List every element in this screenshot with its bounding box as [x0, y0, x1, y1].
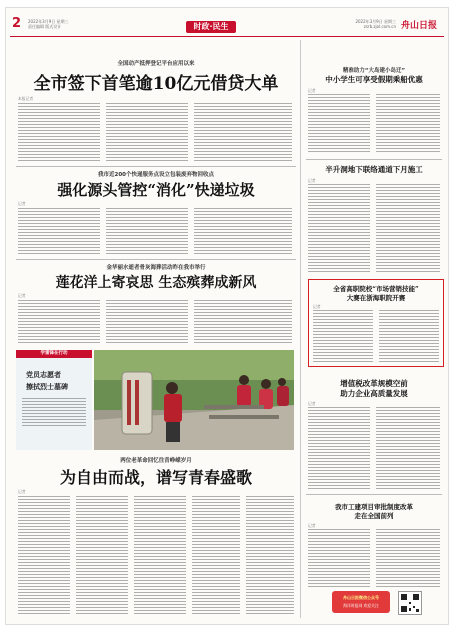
right5-headline-line1: 我市工建项目审批制度改革 [335, 503, 413, 511]
photo-tag: 学雷锋在行动 [16, 350, 92, 358]
page-number: 2 [12, 16, 22, 31]
story1-kicker: 全国动产抵押登记平台应用以来 [117, 61, 195, 67]
photo-story-kicker: 两位老革命回忆往昔峥嵘岁月 [120, 458, 192, 464]
photo-story-text-col4 [192, 496, 240, 614]
story3-headline: 莲花洋上寄哀思 生态殡葬成新风 [55, 275, 257, 291]
right4-text-col1 [308, 407, 370, 489]
right1-text-col1 [308, 94, 370, 154]
right2-byline: 记者 [308, 178, 316, 183]
right5-headline-line2: 走在全国前列 [354, 512, 394, 520]
right4-rule [306, 494, 442, 495]
story2-kicker: 我市近200个快递服务点设立包装废弃物回收点 [98, 172, 214, 178]
story1-text-col3 [194, 103, 292, 163]
photo-story-text-col3 [134, 496, 186, 614]
right4-headline-line1: 增值税改革规模空前 [340, 379, 408, 388]
story2-rule [16, 259, 296, 260]
story3-text-col2 [106, 300, 188, 344]
right1-rule [306, 159, 442, 160]
right2-text-col1 [308, 184, 370, 272]
masthead-info-1: 2022年3月9日 星期三 [28, 19, 69, 24]
story2-text-col3 [194, 208, 292, 256]
right1-kicker: 精准助力“大岛建小岛迁” [342, 68, 406, 74]
right1-headline: 中小学生可享受假期乘船优惠 [325, 75, 423, 84]
right2-text-col2 [376, 184, 440, 272]
right3-text-col2 [379, 310, 439, 362]
right3-headline-line2: 大赛在浙海职院开赛 [346, 294, 406, 302]
right5-byline: 记者 [308, 523, 316, 528]
story1-headline: 全市签下首笔逾10亿元借贷大单 [33, 74, 279, 94]
top-right-info-1: 2022年3月9日 星期三 [355, 19, 396, 24]
right4-text-col2 [376, 407, 440, 489]
right2-headline: 半升洞地下联络通道下月施工 [325, 165, 423, 174]
story2-text-col2 [106, 208, 188, 256]
story2-headline: 强化源头管控“消化”快递垃圾 [57, 181, 255, 199]
photo-caption-text [22, 398, 86, 428]
photo-story-byline: 记者 [18, 489, 26, 494]
right5-text-col1 [308, 529, 370, 587]
story1-rule [16, 166, 296, 167]
top-right-info-2: zsrb.zjol.com.cn [363, 24, 396, 29]
masthead-info-2: 责任编辑 版式设计 [28, 24, 62, 29]
story1-byline: 本报记者 [18, 96, 34, 101]
story3-text-col3 [194, 300, 292, 344]
newspaper-page [6, 8, 448, 624]
photo-caption-title: 党员志愿者 [26, 370, 61, 379]
right3-text-col1 [313, 310, 373, 362]
wechat-badge-line2: 海洋时报网 欢迎关注 [343, 603, 379, 608]
photo-caption-sub: 擦拭烈士墓碑 [26, 382, 68, 391]
wechat-badge-line1: 舟山日报微信公众号 [343, 595, 379, 600]
qr-code-icon [398, 591, 422, 615]
paper-logo: 舟山日报 [401, 21, 438, 31]
right3-headline-line1: 全省高职院校“市场营销技能” [333, 285, 419, 293]
story2-text-col1 [18, 208, 100, 256]
story3-byline: 记者 [18, 293, 26, 298]
right5-text-col2 [376, 529, 440, 587]
photo-story-text-col5 [246, 496, 294, 614]
column-divider [300, 40, 301, 618]
wechat-badge [332, 591, 390, 613]
story3-text-col1 [18, 300, 100, 344]
right4-headline-line2: 助力企业高质量发展 [340, 389, 408, 398]
masthead-rule [10, 36, 444, 37]
photo-story-text-col1 [18, 496, 70, 614]
photo-caption-box [16, 350, 92, 450]
section-label: 时政·民生 [186, 21, 236, 33]
right1-text-col2 [376, 94, 440, 154]
right4-byline: 记者 [308, 401, 316, 406]
story1-text-col1 [18, 103, 100, 163]
photo-story-headline: 为自由而战，谱写青春盛歌 [59, 468, 252, 487]
photo-story-text-col2 [76, 496, 128, 614]
right3-byline: 记者 [313, 304, 321, 309]
right1-byline: 记者 [308, 88, 316, 93]
right3-box [308, 279, 444, 367]
volunteer-photo [94, 350, 294, 450]
story3-kicker: 金华丽水逝者骨灰海葬活动昨在我市举行 [106, 265, 206, 271]
volunteer-photo-image [94, 350, 294, 450]
story2-byline: 记者 [18, 201, 26, 206]
story1-text-col2 [106, 103, 188, 163]
